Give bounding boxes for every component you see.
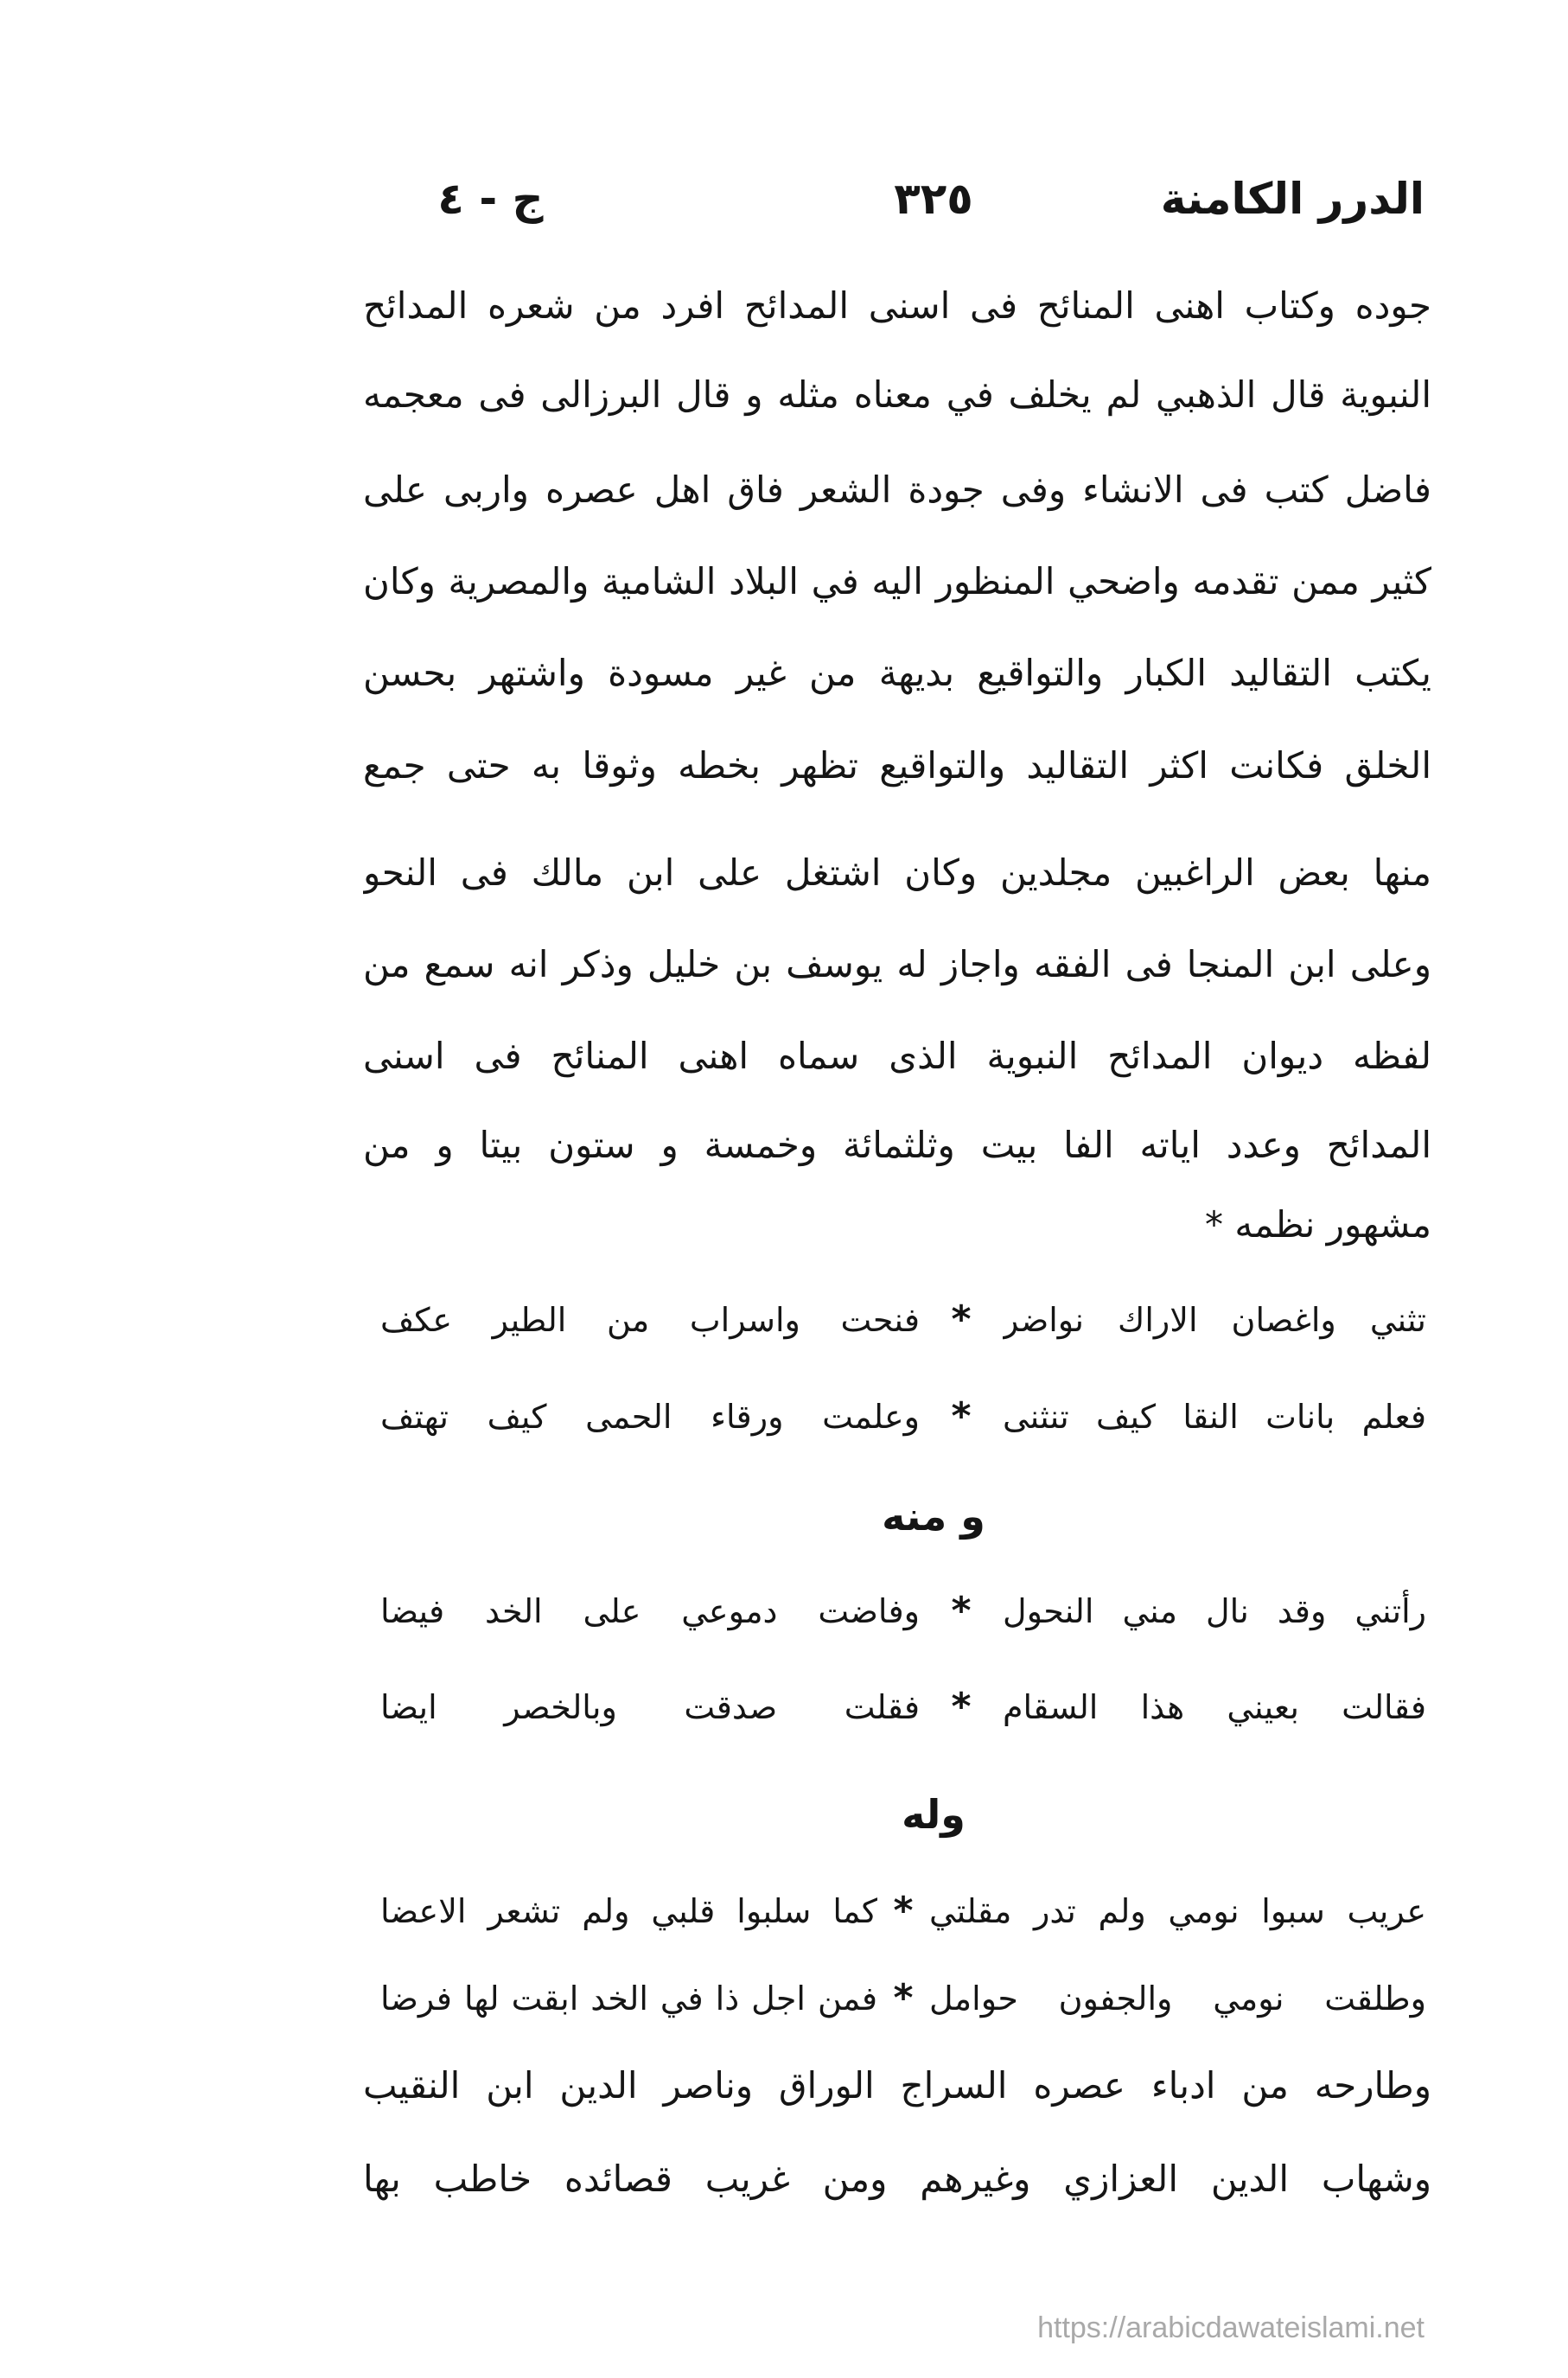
book-title-header: الدرر الكامنة	[1160, 174, 1425, 224]
verse-separator: *	[951, 1297, 972, 1342]
verse-3-first-hemistich: رأتني وقد نال مني النحول	[1003, 1592, 1426, 1630]
body-line-3: فاضل كتب فى الانشاء وفى جودة الشعر فاق اهل عصره واربى على	[363, 469, 1431, 511]
body-line-4: كثير ممن تقدمه واضحي المنظور اليه في البلاد الشامية والمصرية وكان	[363, 560, 1431, 602]
body-line-10: المدائح وعدد اياته الفا بيت وثلثمائة وخمسة و ستون بيتا و من	[363, 1124, 1431, 1166]
body-line-8: وعلى ابن المنجا فى الفقه واجاز له يوسف بن خليل وذكر انه سمع من	[363, 943, 1431, 985]
verse-2-first-hemistich: فعلم بانات النقا كيف تنثنى	[1003, 1398, 1426, 1436]
verse-3-second-hemistich: وفاضت دموعي على الخد فيضا	[380, 1592, 920, 1630]
body-line-11: مشهور نظمه *	[1205, 1203, 1431, 1246]
verse-separator: *	[893, 1889, 914, 1933]
verse-6-first-hemistich: وطلقت نومي والجفون حوامل	[929, 1980, 1426, 2018]
verse-3	[380, 1572, 1426, 1650]
closing-line-1: وطارحه من ادباء عصره السراج الوراق وناصر الدين ابن النقيب	[363, 2064, 1431, 2107]
verse-separator: *	[893, 1976, 914, 2020]
volume-label: ج - ٤	[437, 174, 544, 224]
verse-1-second-hemistich: فنحت واسراب من الطير عكف	[380, 1301, 920, 1339]
body-line-6: الخلق فكانت اكثر التقاليد والتواقيع تظهر بخطه وثوقا به حتى جمع	[363, 744, 1431, 787]
body-line-5: يكتب التقاليد الكبار والتواقيع بديهة من غير مسودة واشتهر بحسن	[363, 652, 1431, 694]
body-line-9: لفظه ديوان المدائح النبوية الذى سماه اهنى المنائح فى اسنى	[363, 1035, 1431, 1077]
poem-heading-3: وله	[902, 1791, 966, 1838]
verse-5-second-hemistich: كما سلبوا قلبي ولم تشعر الاعضا	[380, 1892, 877, 1930]
verse-1-first-hemistich: تثني واغصان الاراك نواضر	[1003, 1301, 1426, 1339]
page-number: ٣٢٥	[894, 174, 973, 224]
closing-line-2: وشهاب الدين العزازي وغيرهم ومن غريب قصائده خاطب بها	[363, 2158, 1431, 2200]
verse-4-second-hemistich: فقلت صدقت وبالخصر ايضا	[380, 1688, 920, 1726]
body-line-1: جوده وكتاب اهنى المنائح فى اسنى المدائح افرد من شعره المدائح	[363, 284, 1431, 327]
source-watermark: https://arabicdawateislami.net	[1037, 2311, 1425, 2344]
verse-6	[380, 1960, 1426, 2037]
verse-separator: *	[951, 1394, 972, 1438]
body-line-2: النبوية قال الذهبي لم يخلف في معناه مثله و قال البرزالى فى معجمه	[363, 373, 1431, 416]
body-line-7: منها بعض الراغبين مجلدين وكان اشتغل على ابن مالك فى النحو	[363, 851, 1431, 894]
verse-1	[380, 1281, 1426, 1359]
verse-2	[380, 1378, 1426, 1456]
poem-heading-2: و منه	[882, 1493, 985, 1540]
verse-4-first-hemistich: فقالت بعيني هذا السقام	[1003, 1688, 1426, 1726]
verse-separator: *	[951, 1685, 972, 1729]
verse-5	[380, 1872, 1426, 1950]
verse-4	[380, 1668, 1426, 1746]
verse-separator: *	[951, 1589, 972, 1633]
verse-2-second-hemistich: وعلمت ورقاء الحمى كيف تهتف	[380, 1398, 920, 1436]
verse-5-first-hemistich: عريب سبوا نومي ولم تدر مقلتي	[929, 1892, 1426, 1930]
verse-6-second-hemistich: فمن اجل ذا في الخد ابقت لها فرضا	[380, 1980, 877, 2018]
